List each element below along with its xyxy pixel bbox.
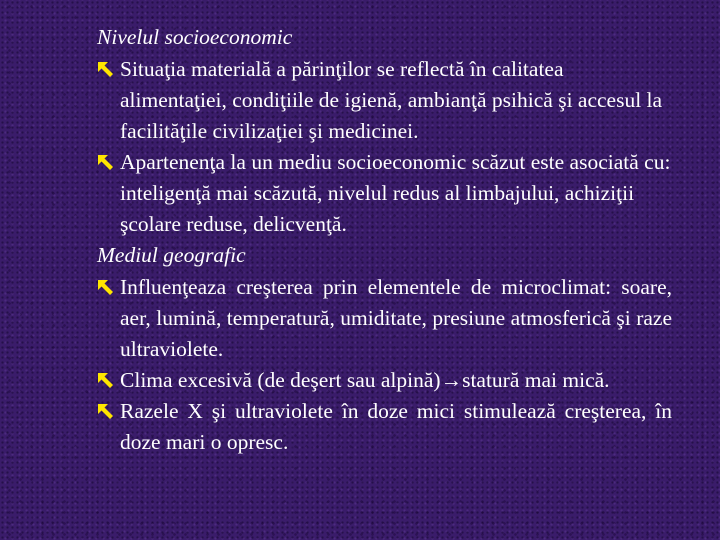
heading-mediul-geografic: Mediul geografic [97,243,246,267]
bullet-text: Influenţeaza creşterea prin elementele de microclimat: soare, aer, lumină, temperatură, umiditate, presiune atmosferică şi raze ultraviolete. [120,275,672,361]
bullet-razele-x [97,396,672,458]
slide-content [97,22,672,458]
heading-nivelul-socioeconomic: Nivelul socioeconomic [97,25,293,49]
bullet-clima-excesiva [97,365,672,396]
bullet-situatia-materiala [97,54,672,147]
bullet-text: Situaţia materială a părinţilor se reflectă în calitatea alimentaţiei, condiţiile de igienă, ambianţă psihică şi accesul la facilităţile civilizaţiei şi medicinei. [120,57,663,143]
arrow-up-left-icon [97,372,114,389]
bullet-text: Apartenenţa la un mediu socioeconomic scăzut este asociată cu: inteligenţă mai scăzută, nivelul redus al limbajului, achiziţii şcolare reduse, delicvenţă. [120,150,671,236]
bullet-text: Clima excesivă (de deşert sau alpină)→statură mai mică. [120,368,610,392]
bullet-apartenenta [97,147,672,240]
arrow-up-left-icon [97,61,114,78]
bullet-influenteaza [97,272,672,365]
bullet-text: Razele X şi ultraviolete în doze mici stimulează creşterea, în doze mari o opresc. [120,399,672,454]
arrow-up-left-icon [97,154,114,171]
arrow-up-left-icon [97,279,114,296]
arrow-up-left-icon [97,403,114,420]
